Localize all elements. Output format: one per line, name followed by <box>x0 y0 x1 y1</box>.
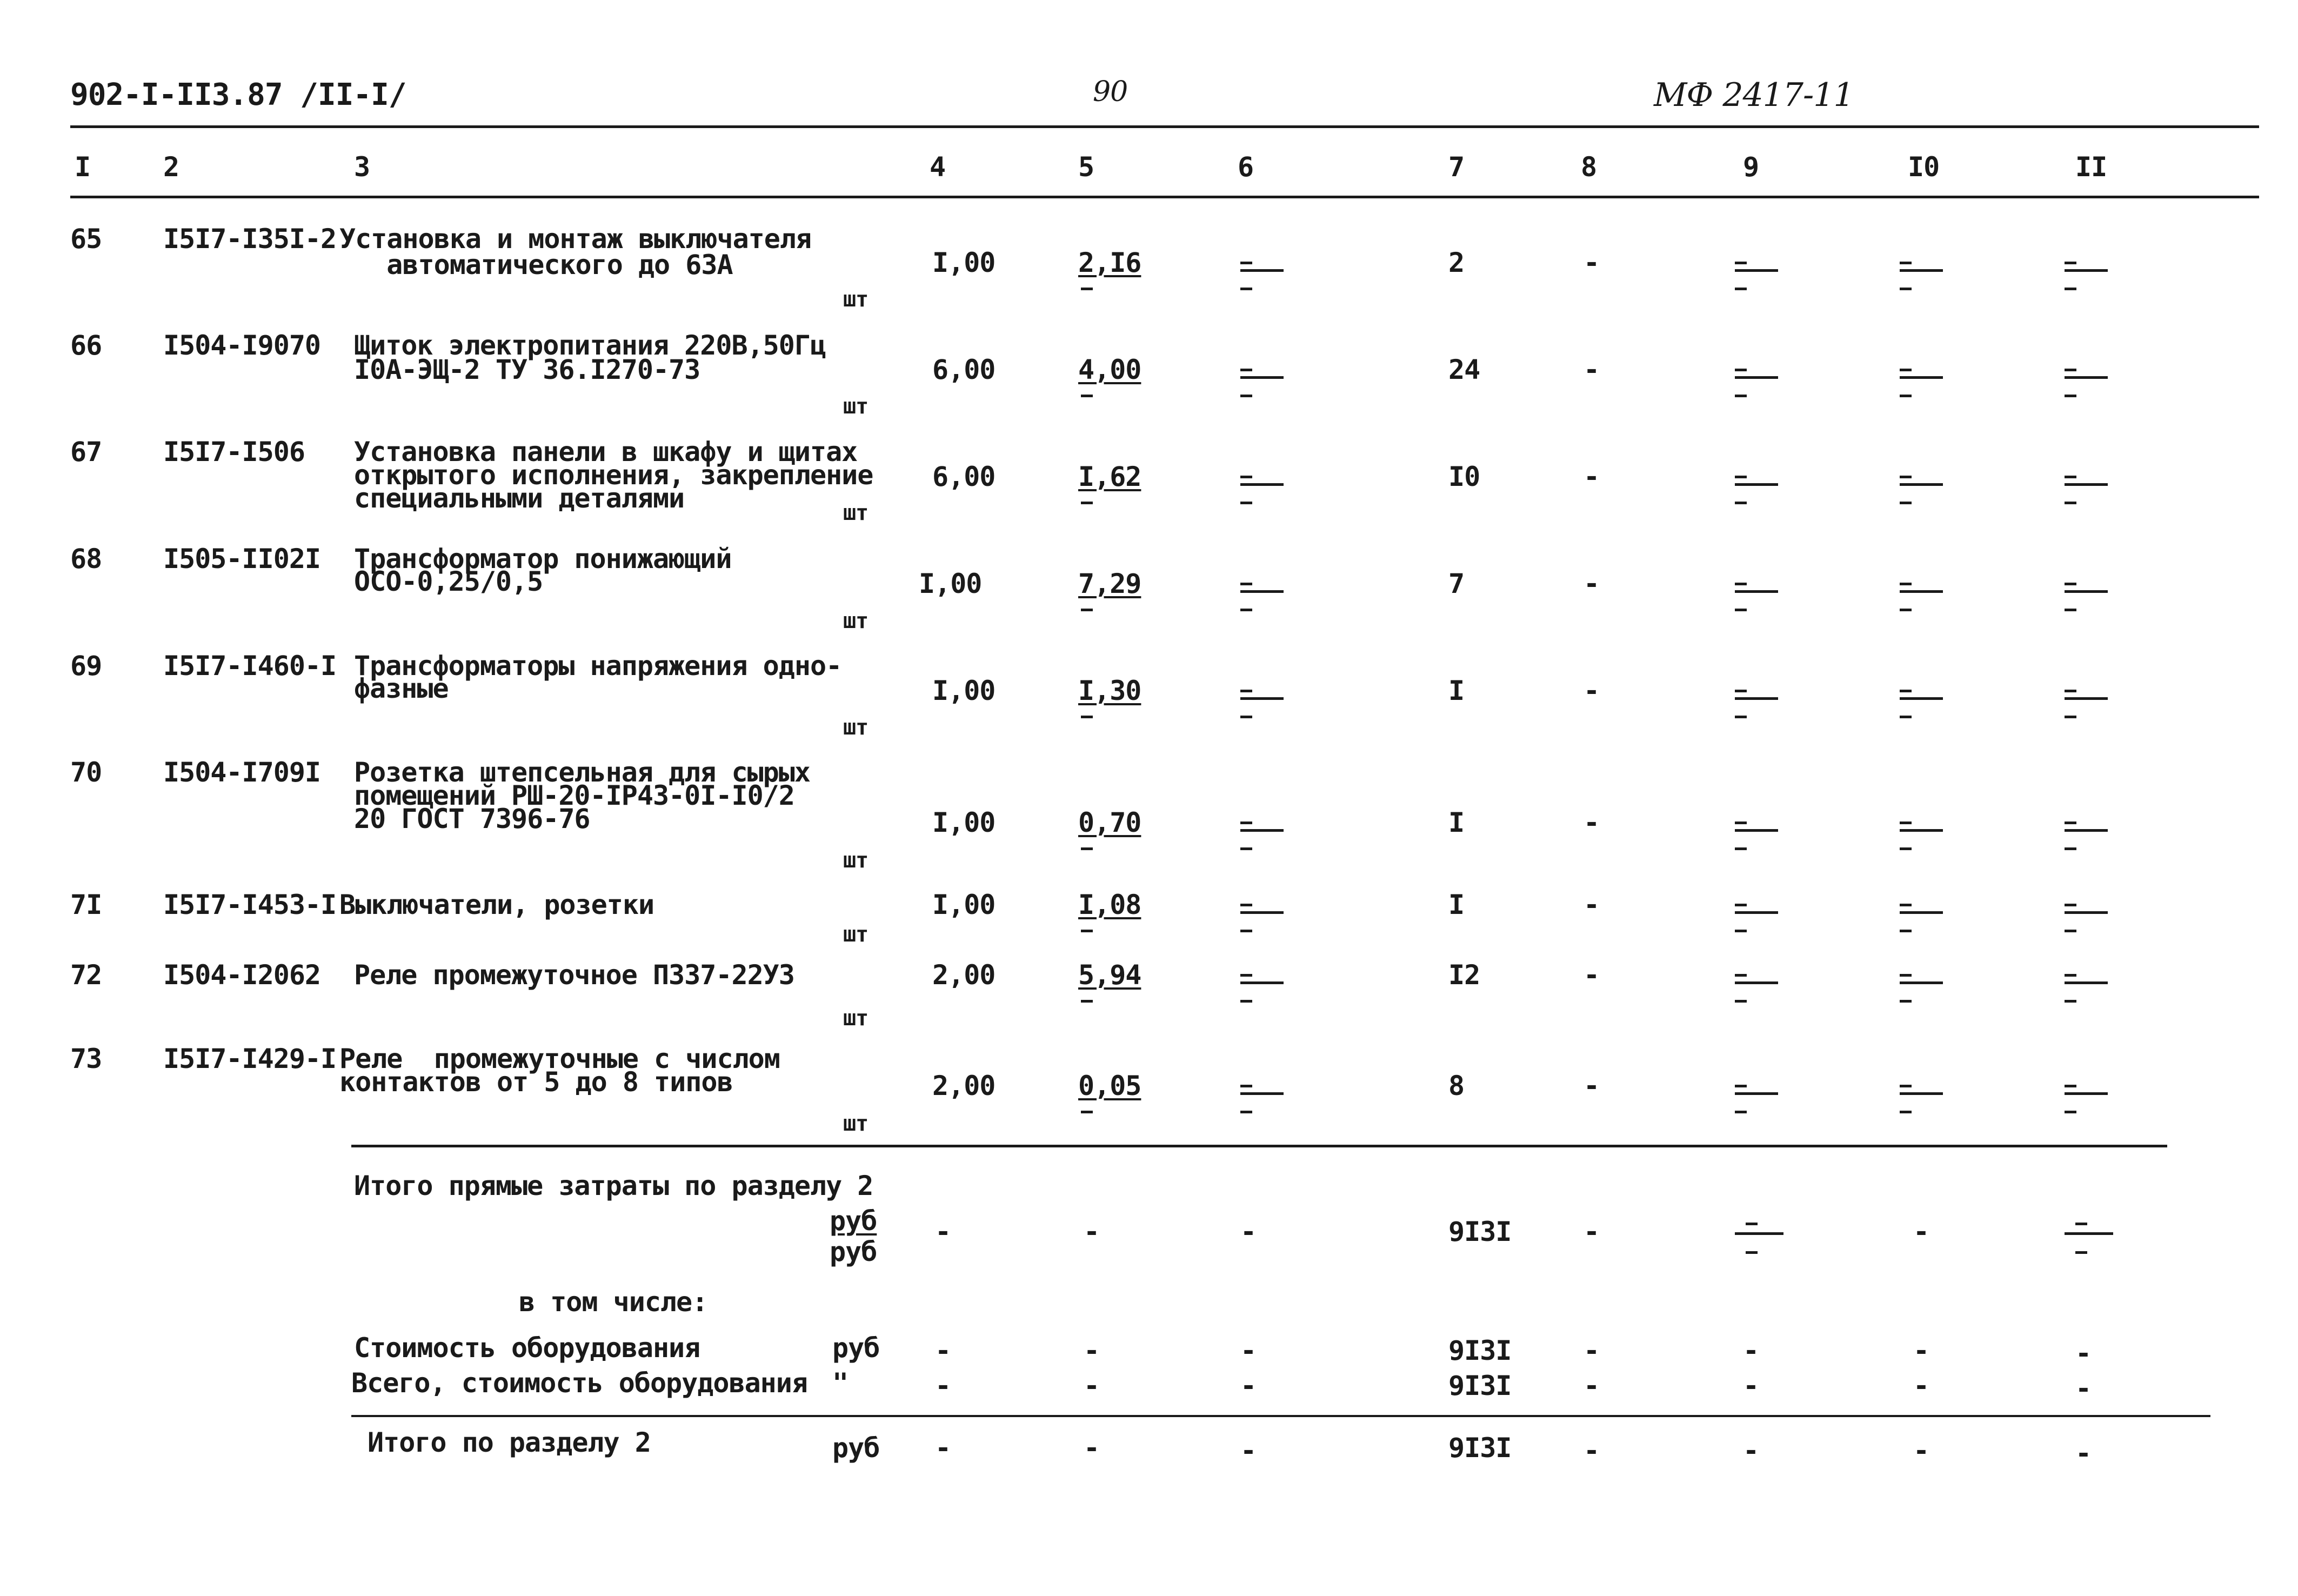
direct-dash-10: - <box>1913 1216 1929 1247</box>
row-price: I,62 <box>1078 461 1141 492</box>
row-desc-line: Установка панели в шкафу и щитах <box>354 436 858 468</box>
fraction-line <box>1240 911 1284 914</box>
fraction-line <box>1900 829 1943 832</box>
fraction-top-dash <box>1735 904 1747 906</box>
fraction-top-dash <box>1240 583 1252 585</box>
row-price: 4,00 <box>1078 354 1141 385</box>
row-code: I504-I709I <box>163 757 321 788</box>
row-qty: 6,00 <box>932 354 996 385</box>
fraction-top-dash <box>1735 1085 1747 1087</box>
fraction-line <box>1900 911 1943 914</box>
fraction-bottom-dash <box>1240 1000 1252 1003</box>
direct-dash-8: - <box>1584 1216 1600 1247</box>
fraction-line <box>1735 376 1778 379</box>
row-price: 7,29 <box>1078 568 1141 599</box>
direct-unit-bottom: руб <box>830 1236 877 1267</box>
row-number: 72 <box>70 959 102 991</box>
fraction-line <box>2065 829 2108 832</box>
fraction-line <box>1735 911 1778 914</box>
row-total: I2 <box>1448 959 1480 991</box>
fraction-line <box>1735 483 1778 486</box>
allequip-dash-9: - <box>1743 1370 1759 1401</box>
fraction-top-dash <box>1900 262 1912 264</box>
header-rule-top <box>70 125 2259 128</box>
row-col8: - <box>1584 247 1600 278</box>
page-number: 90 <box>1093 76 1128 108</box>
fraction-bottom-dash <box>2065 1000 2076 1003</box>
row-qty: I,00 <box>919 568 982 599</box>
section-dash-4: - <box>935 1432 951 1464</box>
section-dash-6: - <box>1240 1435 1257 1466</box>
section-dash-10: - <box>1913 1435 1929 1466</box>
col-6: 6 <box>1238 151 1254 183</box>
row-total: 2 <box>1448 247 1465 278</box>
fraction-top-dash <box>2075 1223 2087 1225</box>
fraction-line <box>1735 697 1778 700</box>
col-7: 7 <box>1448 151 1465 183</box>
section-total-unit: руб <box>832 1432 880 1464</box>
fraction-bottom-dash <box>2065 395 2076 397</box>
fraction-line <box>1240 376 1284 379</box>
fraction-line <box>1735 1232 1783 1235</box>
fraction-top-dash <box>2065 583 2076 585</box>
direct-dash-6: - <box>1240 1216 1257 1247</box>
col-1: I <box>75 151 91 183</box>
fraction-bottom-dash <box>1735 716 1747 718</box>
row-col8: - <box>1584 568 1600 599</box>
fraction-bottom-dash <box>1746 1251 1758 1254</box>
fraction-top-dash <box>1240 262 1252 264</box>
fraction-bottom-dash <box>2065 930 2076 932</box>
fraction-bottom-dash <box>2065 716 2076 718</box>
fraction-bottom-dash <box>1240 847 1252 850</box>
row-code: I5I7-I35I-2 <box>163 223 337 255</box>
total-equipment-unit: " <box>832 1367 849 1399</box>
row-desc-line: Розетка штепсельная для сырых <box>354 757 810 788</box>
fraction-line <box>2065 590 2108 593</box>
fraction-top-dash <box>1240 1085 1252 1087</box>
section-dash-11: - <box>2075 1438 2092 1469</box>
fraction-bottom-dash <box>1900 930 1912 932</box>
fraction-line <box>1900 483 1943 486</box>
price-denominator-dash <box>1081 716 1093 718</box>
direct-dash-4: - <box>935 1216 951 1247</box>
row-desc-line: помещений РШ-20-IР43-0I-I0/2 <box>354 780 794 811</box>
fraction-bottom-dash <box>1900 716 1912 718</box>
row-desc-line: специальными деталями <box>354 483 685 514</box>
row-col8: - <box>1584 1070 1600 1101</box>
fraction-line <box>2065 376 2108 379</box>
fraction-line <box>2065 697 2108 700</box>
direct-total: 9I3I <box>1448 1216 1512 1247</box>
fraction-top-dash <box>2065 369 2076 371</box>
equipment-cost-unit: руб <box>832 1332 880 1364</box>
row-unit: шт <box>843 394 869 419</box>
fraction-line <box>1900 376 1943 379</box>
fraction-bottom-dash <box>1735 930 1747 932</box>
row-number: 65 <box>70 223 102 255</box>
row-code: I504-I9070 <box>163 330 321 361</box>
price-denominator-dash <box>1081 609 1093 611</box>
price-denominator-dash <box>1081 847 1093 850</box>
fraction-bottom-dash <box>1900 1000 1912 1003</box>
fraction-bottom-dash <box>1735 502 1747 504</box>
row-desc-line: Выключатели, розетки <box>339 889 654 920</box>
fraction-line <box>1900 981 1943 984</box>
allequip-dash-11: - <box>2075 1373 2092 1404</box>
row-price: 0,05 <box>1078 1070 1141 1101</box>
equip-dash-9: - <box>1743 1335 1759 1366</box>
col-4: 4 <box>930 151 946 183</box>
col-3: 3 <box>354 151 370 183</box>
fraction-bottom-dash <box>1900 1111 1912 1113</box>
row-unit: шт <box>843 1111 869 1136</box>
fraction-bottom-dash <box>1240 502 1252 504</box>
fraction-line <box>1735 590 1778 593</box>
row-desc-line: Трансформатор понижающий <box>354 543 732 575</box>
row-desc-line: 20 ГОСТ 7396-76 <box>354 803 590 834</box>
fraction-line <box>1240 590 1284 593</box>
row-desc-line: открытого исполнения, закрепление <box>354 459 873 491</box>
row-qty: I,00 <box>932 807 996 838</box>
fraction-line <box>1735 829 1778 832</box>
fraction-bottom-dash <box>1240 1111 1252 1113</box>
row-desc-line: ОСО-0,25/0,5 <box>354 566 543 597</box>
fraction-line <box>2065 981 2108 984</box>
row-price: I,08 <box>1078 889 1141 920</box>
row-col8: - <box>1584 889 1600 920</box>
row-code: I5I7-I453-I <box>163 889 337 920</box>
row-number: 67 <box>70 436 102 468</box>
fraction-bottom-dash <box>1240 716 1252 718</box>
allequip-dash-6: - <box>1240 1370 1257 1401</box>
fraction-bottom-dash <box>1735 847 1747 850</box>
fraction-top-dash <box>1900 369 1912 371</box>
row-price: 5,94 <box>1078 959 1141 991</box>
price-denominator-dash <box>1081 930 1093 932</box>
fraction-line <box>2065 1232 2113 1235</box>
row-unit: шт <box>843 609 869 633</box>
row-code: I5I7-I429-I <box>163 1043 337 1074</box>
section-total-label: Итого по разделу 2 <box>368 1427 651 1458</box>
equip-dash-11: - <box>2075 1338 2092 1369</box>
fraction-top-dash <box>1735 690 1747 692</box>
fraction-bottom-dash <box>2065 502 2076 504</box>
fraction-bottom-dash <box>1735 1111 1747 1113</box>
fraction-line <box>1240 829 1284 832</box>
fraction-bottom-dash <box>1900 288 1912 290</box>
fraction-line <box>1735 981 1778 984</box>
row-desc-line: I0А-ЭЩ-2 ТУ 36.I270-73 <box>354 354 700 385</box>
fraction-bottom-dash <box>1240 395 1252 397</box>
row-unit: шт <box>843 500 869 525</box>
fraction-line <box>1240 1092 1284 1095</box>
fraction-bottom-dash <box>1900 395 1912 397</box>
direct-unit-top: руб <box>830 1205 877 1237</box>
fraction-line <box>2065 269 2108 272</box>
row-code: I504-I2062 <box>163 959 321 991</box>
row-col8: - <box>1584 959 1600 991</box>
fraction-bottom-dash <box>1735 395 1747 397</box>
row-qty: 6,00 <box>932 461 996 492</box>
fraction-top-dash <box>1900 476 1912 478</box>
row-number: 68 <box>70 543 102 575</box>
row-qty: I,00 <box>932 247 996 278</box>
direct-dash-5: - <box>1084 1216 1100 1247</box>
col-9: 9 <box>1743 151 1759 183</box>
col-5: 5 <box>1078 151 1094 183</box>
allequip-dash-4: - <box>935 1370 951 1401</box>
fraction-line <box>1900 590 1943 593</box>
fraction-line <box>1735 269 1778 272</box>
row-total: 7 <box>1448 568 1465 599</box>
fraction-top-dash <box>1735 822 1747 824</box>
row-desc-line: Реле промежуточное П337-22У3 <box>354 959 794 991</box>
row-qty: I,00 <box>932 889 996 920</box>
section-dash-5: - <box>1084 1432 1100 1464</box>
fraction-line <box>1900 697 1943 700</box>
fraction-top-dash <box>1735 974 1747 977</box>
equip-dash-10: - <box>1913 1335 1929 1366</box>
fraction-top-dash <box>1735 369 1747 371</box>
fraction-line <box>1900 1092 1943 1095</box>
doc-code: 902-I-II3.87 /II-I/ <box>70 77 406 112</box>
fraction-bottom-dash <box>2065 609 2076 611</box>
fraction-bottom-dash <box>2065 847 2076 850</box>
doc-stamp: МФ 2417-11 <box>1654 76 1854 114</box>
row-total: 24 <box>1448 354 1480 385</box>
fraction-line <box>1735 1092 1778 1095</box>
section-dash-9: - <box>1743 1435 1759 1466</box>
fraction-top-dash <box>1900 1085 1912 1087</box>
fraction-top-dash <box>1240 690 1252 692</box>
fraction-top-dash <box>1240 904 1252 906</box>
fraction-bottom-dash <box>1735 1000 1747 1003</box>
row-qty: 2,00 <box>932 959 996 991</box>
fraction-top-dash <box>1900 904 1912 906</box>
row-desc-line: Реле промежуточные с числом <box>339 1043 780 1074</box>
equipment-cost-total: 9I3I <box>1448 1335 1512 1366</box>
including-label: в том числе: <box>519 1286 708 1318</box>
row-desc-line: фазные <box>354 673 449 704</box>
equip-dash-5: - <box>1084 1335 1100 1366</box>
row-number: 7I <box>70 889 102 920</box>
col-8: 8 <box>1581 151 1597 183</box>
row-number: 73 <box>70 1043 102 1074</box>
row-col8: - <box>1584 354 1600 385</box>
fraction-top-dash <box>1900 690 1912 692</box>
price-denominator-dash <box>1081 288 1093 290</box>
row-price: 0,70 <box>1078 807 1141 838</box>
row-total: I <box>1448 675 1465 706</box>
price-denominator-dash <box>1081 1000 1093 1003</box>
price-denominator-dash <box>1081 502 1093 504</box>
row-col8: - <box>1584 807 1600 838</box>
fraction-top-dash <box>1900 583 1912 585</box>
row-unit: шт <box>843 287 869 312</box>
col-10: I0 <box>1908 151 1940 183</box>
fraction-top-dash <box>1735 476 1747 478</box>
allequip-dash-8: - <box>1584 1370 1600 1401</box>
direct-costs-label: Итого прямые затраты по разделу 2 <box>354 1170 873 1201</box>
header-rule-bottom <box>70 196 2259 198</box>
row-desc-line: автоматического до 63А <box>339 249 733 281</box>
fraction-line <box>1240 981 1284 984</box>
summary-rule <box>351 1145 2167 1147</box>
section-total-rule <box>351 1415 2210 1417</box>
row-code: I505-II02I <box>163 543 321 575</box>
row-total: I0 <box>1448 461 1480 492</box>
fraction-bottom-dash <box>1240 609 1252 611</box>
equip-dash-6: - <box>1240 1335 1257 1366</box>
fraction-bottom-dash <box>1735 288 1747 290</box>
fraction-line <box>1240 697 1284 700</box>
row-total: I <box>1448 889 1465 920</box>
fraction-top-dash <box>2065 690 2076 692</box>
fraction-line <box>1240 269 1284 272</box>
fraction-top-dash <box>2065 904 2076 906</box>
fraction-top-dash <box>1735 583 1747 585</box>
fraction-top-dash <box>1900 974 1912 977</box>
row-number: 66 <box>70 330 102 361</box>
total-equipment-label: Всего, стоимость оборудования <box>351 1367 807 1399</box>
row-code: I5I7-I460-I <box>163 650 337 682</box>
equipment-cost-label: Стоимость оборудования <box>354 1332 700 1364</box>
col-2: 2 <box>163 151 179 183</box>
row-price: 2,I6 <box>1078 247 1141 278</box>
allequip-dash-5: - <box>1084 1370 1100 1401</box>
row-unit: шт <box>843 1006 869 1031</box>
fraction-top-dash <box>2065 262 2076 264</box>
row-unit: шт <box>843 715 869 740</box>
row-number: 70 <box>70 757 102 788</box>
row-total: I <box>1448 807 1465 838</box>
fraction-bottom-dash <box>1240 930 1252 932</box>
section-total-value: 9I3I <box>1448 1432 1512 1464</box>
fraction-top-dash <box>1240 369 1252 371</box>
fraction-top-dash <box>1240 822 1252 824</box>
fraction-bottom-dash <box>1900 502 1912 504</box>
row-desc-line: Установка и монтаж выключателя <box>339 223 812 255</box>
fraction-top-dash <box>2065 1085 2076 1087</box>
fraction-bottom-dash <box>1900 847 1912 850</box>
col-11: II <box>2075 151 2107 183</box>
row-qty: 2,00 <box>932 1070 996 1101</box>
allequip-dash-10: - <box>1913 1370 1929 1401</box>
fraction-bottom-dash <box>1900 609 1912 611</box>
row-price: I,30 <box>1078 675 1141 706</box>
row-col8: - <box>1584 461 1600 492</box>
price-denominator-dash <box>1081 1111 1093 1113</box>
row-desc-line: контактов от 5 до 8 типов <box>339 1066 733 1098</box>
row-number: 69 <box>70 650 102 682</box>
row-qty: I,00 <box>932 675 996 706</box>
fraction-top-dash <box>1735 262 1747 264</box>
fraction-top-dash <box>2065 822 2076 824</box>
fraction-bottom-dash <box>2065 1111 2076 1113</box>
fraction-line <box>1900 269 1943 272</box>
row-unit: шт <box>843 922 869 947</box>
row-total: 8 <box>1448 1070 1465 1101</box>
total-equipment-total: 9I3I <box>1448 1370 1512 1401</box>
fraction-top-dash <box>1240 476 1252 478</box>
row-desc-line: Щиток электропитания 220В,50Гц <box>354 330 826 361</box>
fraction-top-dash <box>1240 974 1252 977</box>
equip-dash-4: - <box>935 1335 951 1366</box>
row-desc-line: Трансформаторы напряжения одно- <box>354 650 842 682</box>
fraction-line <box>1240 483 1284 486</box>
fraction-bottom-dash <box>2065 288 2076 290</box>
fraction-top-dash <box>1746 1223 1758 1225</box>
row-code: I5I7-I506 <box>163 436 305 468</box>
fraction-top-dash <box>1900 822 1912 824</box>
fraction-top-dash <box>2065 476 2076 478</box>
fraction-line <box>2065 1092 2108 1095</box>
row-col8: - <box>1584 675 1600 706</box>
fraction-line <box>2065 483 2108 486</box>
price-denominator-dash <box>1081 395 1093 397</box>
equip-dash-8: - <box>1584 1335 1600 1366</box>
fraction-line <box>2065 911 2108 914</box>
fraction-bottom-dash <box>1240 288 1252 290</box>
row-unit: шт <box>843 848 869 873</box>
fraction-bottom-dash <box>2075 1251 2087 1254</box>
fraction-top-dash <box>2065 974 2076 977</box>
fraction-bottom-dash <box>1735 609 1747 611</box>
section-dash-8: - <box>1584 1435 1600 1466</box>
